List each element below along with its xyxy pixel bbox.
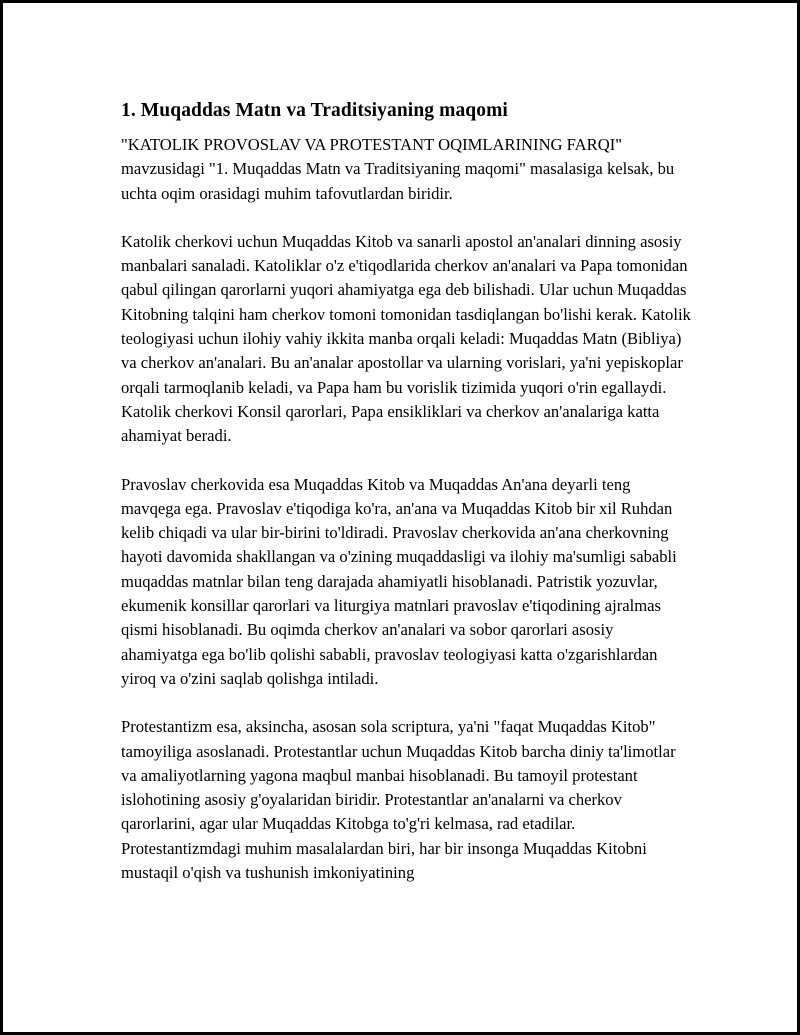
paragraph-intro: "KATOLIK PROVOSLAV VA PROTESTANT OQIMLARINING FARQI" mavzusidagi "1. Muqaddas Matn va Traditsiyaning maqomi" masalasiga kelsak, bu uchta oqim orasidagi muhim tafovutlardan biridir. (121, 135, 675, 203)
document-body (121, 97, 691, 909)
paragraph-orthodox: Pravoslav cherkovida esa Muqaddas Kitob va Muqaddas An'ana deyarli teng mavqega ega. Pravoslav e'tiqodiga ko'ra, an'ana va Muqaddas Kitob bir xil Ruhdan kelib chiqadi va ular bir-birini to'ldiradi. Pravoslav cherkovida an'ana cherkovning hayoti davomida shakllangan va o'zining muqaddasligi va ilohiy ma'sumligi sababli muqaddas matnlar bilan teng darajada ahamiyatli hisoblanadi. Patristik yozuvlar, ekumenik konsillar qarorlari va liturgiya matnlari pravoslav e'tiqodining ajralmas qismi hisoblanadi. Bu oqimda cherkov an'analari va sobor qarorlari asosiy ahamiyatga ega bo'lib qolishi sababli, pravoslav teologiyasi katta o'zgarishlardan yiroq va o'zini saqlab qolishga intiladi. (121, 474, 677, 688)
paragraph-catholic: Katolik cherkovi uchun Muqaddas Kitob va sanarli apostol an'analari dinning asosiy manbalari sanaladi. Katoliklar o'z e'tiqodlarida cherkov an'analari va Papa tomonidan qabul qilingan qarorlarni yuqori ahamiyatga ega deb bilishadi. Ular uchun Muqaddas Kitobning talqini ham cherkov tomoni tomonidan tasdiqlangan bo'lishi kerak. Katolik teologiyasi uchun ilohiy vahiy ikkita manba orqali keladi: Muqaddas Matn (Bibliya) va cherkov an'analari. Bu an'analar apostollar va ularning vorislari, ya'ni yepiskoplar orqali tarmoqlanib keladi, va Papa ham bu vorislik tizimida yuqori o'rin egallaydi. Katolik cherkovi Konsil qarorlari, Papa ensikliklari va cherkov an'analariga katta ahamiyat beradi. (121, 231, 691, 446)
paragraph-protestant: Protestantizm esa, aksincha, asosan sola scriptura, ya'ni "faqat Muqaddas Kitob" tamoyiliga asoslanadi. Protestantlar uchun Muqaddas Kitob barcha diniy ta'limotlar va amaliyotlarning yagona maqbul manbai hisoblanadi. Bu tamoyil protestant islohotining asosiy g'oyalaridan biridir. Protestantlar an'analarni va cherkov qarorlarini, agar ular Muqaddas Kitobga to'g'ri kelmasa, rad etadilar. Protestantizmdagi muhim masalalardan biri, har bir insonga Muqaddas Kitobni mustaqil o'qish va tushunish imkoniyatining (121, 717, 676, 883)
section-heading: 1. Muqaddas Matn va Traditsiyaning maqomi (121, 100, 508, 121)
